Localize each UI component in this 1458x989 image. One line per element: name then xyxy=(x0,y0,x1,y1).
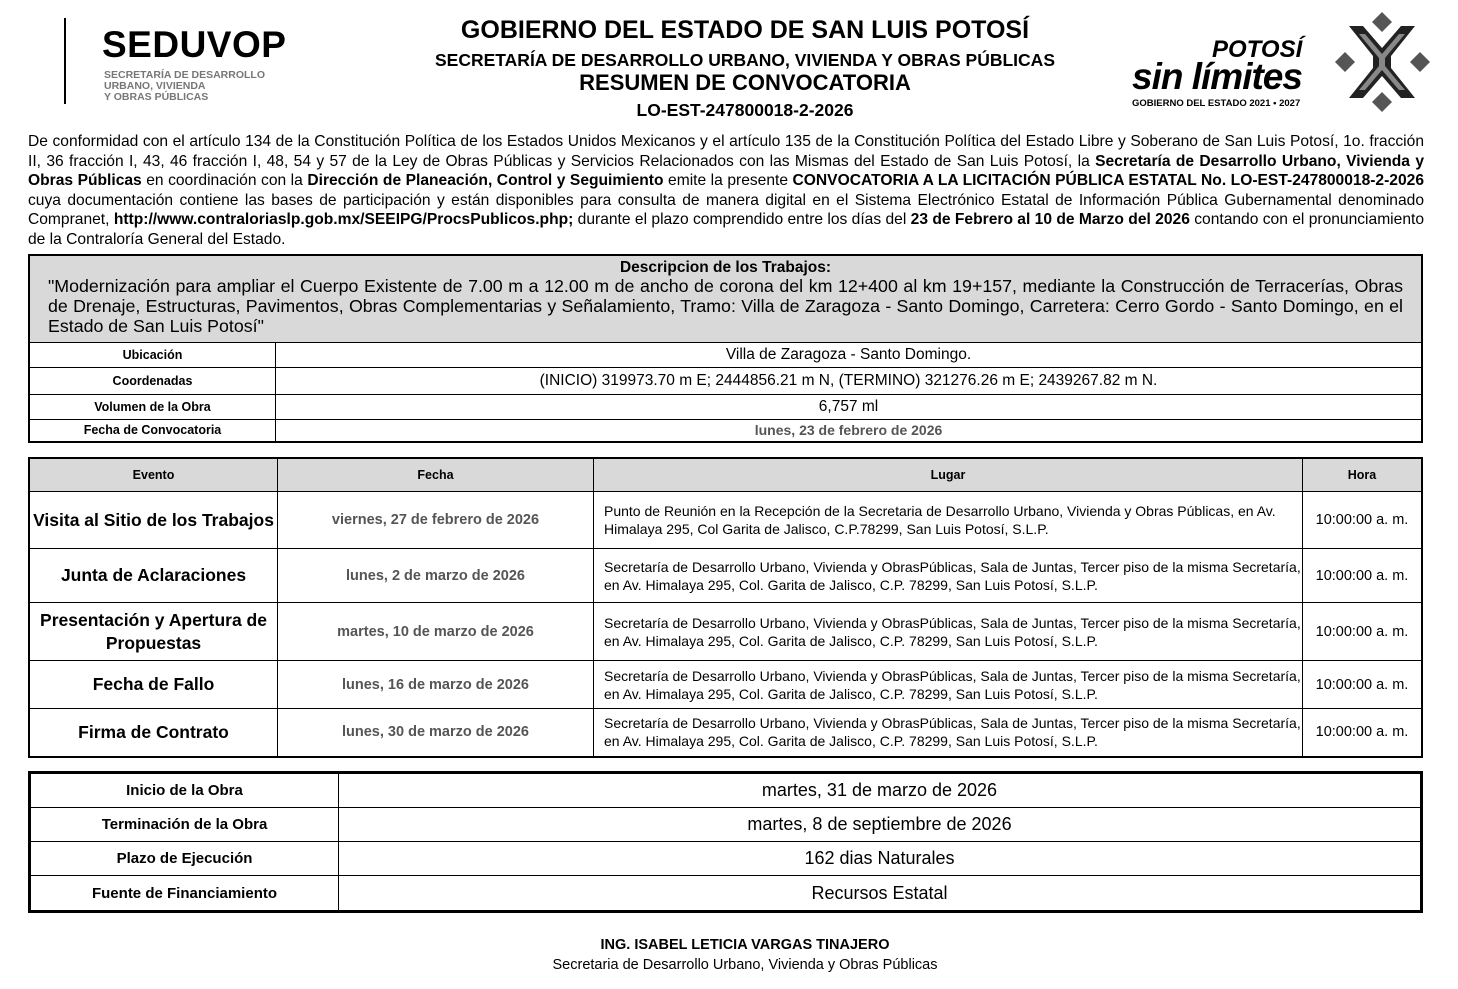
evento-cell: Junta de Aclaraciones xyxy=(29,549,278,603)
sin-limites-logo-text: sin límites xyxy=(1132,56,1302,97)
hora-cell: 10:00:00 a. m. xyxy=(1303,492,1423,549)
table-row xyxy=(29,549,1422,603)
potosi-logo-text: POTOSÍ xyxy=(1212,36,1303,63)
hora-cell: 10:00:00 a. m. xyxy=(1303,603,1423,661)
header-title-secretaria: SECRETARÍA DE DESARROLLO URBANO, VIVIENDA Y OBRAS PÚBLICAS xyxy=(434,50,1055,70)
fecha-cell: lunes, 2 de marzo de 2026 xyxy=(278,549,594,603)
volumen-value: 6,757 ml xyxy=(276,395,1423,420)
table-row xyxy=(29,603,1422,661)
fecha-cell: lunes, 16 de marzo de 2026 xyxy=(278,661,594,709)
signer-role: Secretaria de Desarrollo Urbano, Vivienda y Obras Públicas xyxy=(552,957,938,973)
fuente-financiamiento-label: Fuente de Financiamiento xyxy=(30,876,339,912)
fecha-cell: martes, 10 de marzo de 2026 xyxy=(278,603,594,661)
lugar-cell: Secretaría de Desarrollo Urbano, Vivienda y ObrasPúblicas, Sala de Juntas, Tercer piso de la misma Secretaría, en Av. Himalaya 295, Col. Garita de Jalisco, C.P. 78299, San Luis Potosí, S.L.P. xyxy=(594,549,1303,603)
evento-cell: Presentación y Apertura de Propuestas xyxy=(29,603,278,661)
table-row xyxy=(30,773,1422,808)
terminacion-obra-value: martes, 8 de septiembre de 2026 xyxy=(339,808,1422,842)
inicio-obra-label: Inicio de la Obra xyxy=(30,773,339,808)
lugar-cell: Secretaría de Desarrollo Urbano, Vivienda y ObrasPúblicas, Sala de Juntas, Tercer piso de la misma Secretaría, en Av. Himalaya 295, Col. Garita de Jalisco, C.P. 78299, San Luis Potosí, S.L.P. xyxy=(594,709,1303,757)
header-code: LO-EST-247800018-2-2026 xyxy=(636,100,854,120)
lugar-cell: Secretaría de Desarrollo Urbano, Vivienda y ObrasPúblicas, Sala de Juntas, Tercer piso de la misma Secretaría, en Av. Himalaya 295, Col. Garita de Jalisco, C.P. 78299, San Luis Potosí, S.L.P. xyxy=(594,603,1303,661)
volumen-label: Volumen de la Obra xyxy=(29,395,276,420)
ubicacion-value: Villa de Zaragoza - Santo Domingo. xyxy=(276,343,1423,368)
hora-header: Hora xyxy=(1303,458,1423,492)
terminacion-obra-label: Terminación de la Obra xyxy=(30,808,339,842)
table-row xyxy=(29,343,1422,368)
coordenadas-label: Coordenadas xyxy=(29,368,276,395)
description-row xyxy=(29,255,1422,343)
intro-text-3: emite la presente xyxy=(663,172,793,189)
intro-paragraph xyxy=(28,132,1424,249)
hora-cell: 10:00:00 a. m. xyxy=(1303,549,1423,603)
intro-text-1: De conformidad con el artículo 134 de la Constitución Política de los Estados Unidos Mexicanos y el artículo 135 de la Constitución Política del Estado Libre y Soberano de San Luis Potosí, 1o. fracción II, 36 fracción I, 43, 46 fracción I, 48, 54 y 57 de la Ley de Obras Públicas y Servicios Relacionados con las Mismas del Estado de San Luis Potosí, la xyxy=(28,133,1424,170)
intro-text-6: contando con el pronunciamiento de la Contraloría General del Estado. xyxy=(28,211,1424,248)
logo-divider xyxy=(64,18,66,104)
seduvop-logo-subtitle: SECRETARÍA DE DESARROLLO URBANO, VIVIENDA Y OBRAS PÚBLICAS xyxy=(104,69,266,103)
fecha-header: Fecha xyxy=(278,458,594,492)
trabajos-table xyxy=(28,254,1423,443)
fecha-convocatoria-value: lunes, 23 de febrero de 2026 xyxy=(276,420,1423,442)
potosi-sin-limites-logo xyxy=(1130,12,1440,112)
table-row xyxy=(29,661,1422,709)
table-row xyxy=(29,492,1422,549)
intro-bold-direccion: Dirección de Planeación, Control y Seguimiento xyxy=(307,172,664,189)
fecha-cell: lunes, 30 de marzo de 2026 xyxy=(278,709,594,757)
evento-cell: Visita al Sitio de los Trabajos xyxy=(29,492,278,549)
intro-bold-secretaria: Secretaría de Desarrollo Urbano, Vivienda y Obras Públicas xyxy=(28,152,1424,189)
inicio-obra-value: martes, 31 de marzo de 2026 xyxy=(339,773,1422,808)
seduvop-logo-text: SEDUVOP xyxy=(102,24,287,65)
intro-text-2: en coordinación con la xyxy=(141,172,308,189)
plazo-ejecucion-label: Plazo de Ejecución xyxy=(30,842,339,876)
header-title-government: GOBIERNO DEL ESTADO DE SAN LUIS POTOSÍ xyxy=(460,16,1030,44)
fecha-convocatoria-label: Fecha de Convocatoria xyxy=(29,420,276,442)
table-row xyxy=(30,842,1422,876)
eventos-header-row xyxy=(29,458,1422,492)
seduvop-logo xyxy=(60,16,330,111)
signer-name: ING. ISABEL LETICIA VARGAS TINAJERO xyxy=(600,937,890,953)
evento-cell: Fecha de Fallo xyxy=(29,661,278,709)
description-cell xyxy=(29,255,1422,343)
header-title-resumen: RESUMEN DE CONVOCATORIA xyxy=(579,70,911,95)
evento-header: Evento xyxy=(29,458,278,492)
description-title: Descripcion de los Trabajos: xyxy=(619,259,832,276)
intro-bold-dates: 23 de Febrero al 10 de Marzo del 2026 xyxy=(910,211,1190,228)
lugar-cell: Punto de Reunión en la Recepción de la Secretaria de Desarrollo Urbano, Vivienda y Obras Públicas, en Av. Himalaya 295, Col Garita de Jalisco, C.P.78299, San Luis Potosí, S.L.P. xyxy=(594,492,1303,549)
coordenadas-value: (INICIO) 319973.70 m E; 2444856.21 m N, (TERMINO) 321276.26 m E; 2439267.82 m N. xyxy=(276,368,1423,395)
intro-compranet-link[interactable]: http://www.contraloriaslp.gob.mx/SEEIPG/ProcsPublicos.php; xyxy=(113,211,574,228)
obra-table xyxy=(28,771,1423,913)
fecha-cell: viernes, 27 de febrero de 2026 xyxy=(278,492,594,549)
ubicacion-label: Ubicación xyxy=(29,343,276,368)
table-row xyxy=(29,368,1422,395)
description-text: "Modernización para ampliar el Cuerpo Existente de 7.00 m a 12.00 m de ancho de corona del km 12+400 al km 19+157, mediante la Construcción de Terracerías, Obras de Drenaje, Estructuras, Pavimentos, Obras Complementarias y Señalamiento, Tramo: Villa de Zaragoza - Santo Domingo, Carretera: Cerro Gordo - Santo Domingo, en el Estado de San Luis Potosí" xyxy=(48,276,1403,336)
intro-text-5: durante el plazo comprendido entre los días del xyxy=(573,211,911,228)
table-row xyxy=(30,808,1422,842)
table-row xyxy=(29,420,1422,442)
lugar-cell: Secretaría de Desarrollo Urbano, Vivienda y ObrasPúblicas, Sala de Juntas, Tercer piso de la misma Secretaría, en Av. Himalaya 295, Col. Garita de Jalisco, C.P. 78299, San Luis Potosí, S.L.P. xyxy=(594,661,1303,709)
table-row xyxy=(30,876,1422,912)
eventos-table xyxy=(28,457,1423,758)
table-row xyxy=(29,709,1422,757)
fuente-financiamiento-value: Recursos Estatal xyxy=(339,876,1422,912)
intro-text-4: cuya documentación contiene las bases de participación y están disponibles para consulta de manera digital en el Sistema Electrónico Estatal de Información Pública Gubernamental denominado Compranet, xyxy=(28,191,1424,228)
hora-cell: 10:00:00 a. m. xyxy=(1303,661,1423,709)
evento-cell: Firma de Contrato xyxy=(29,709,278,757)
lugar-header: Lugar xyxy=(594,458,1303,492)
potosi-x-emblem-icon xyxy=(1335,12,1430,112)
hora-cell: 10:00:00 a. m. xyxy=(1303,709,1423,757)
table-row xyxy=(29,395,1422,420)
plazo-ejecucion-value: 162 dias Naturales xyxy=(339,842,1422,876)
intro-bold-convocatoria: CONVOCATORIA A LA LICITACIÓN PÚBLICA ESTATAL No. LO-EST-247800018-2-2026 xyxy=(792,172,1424,189)
gobierno-period-text: GOBIERNO DEL ESTADO 2021 • 2027 xyxy=(1132,98,1301,109)
